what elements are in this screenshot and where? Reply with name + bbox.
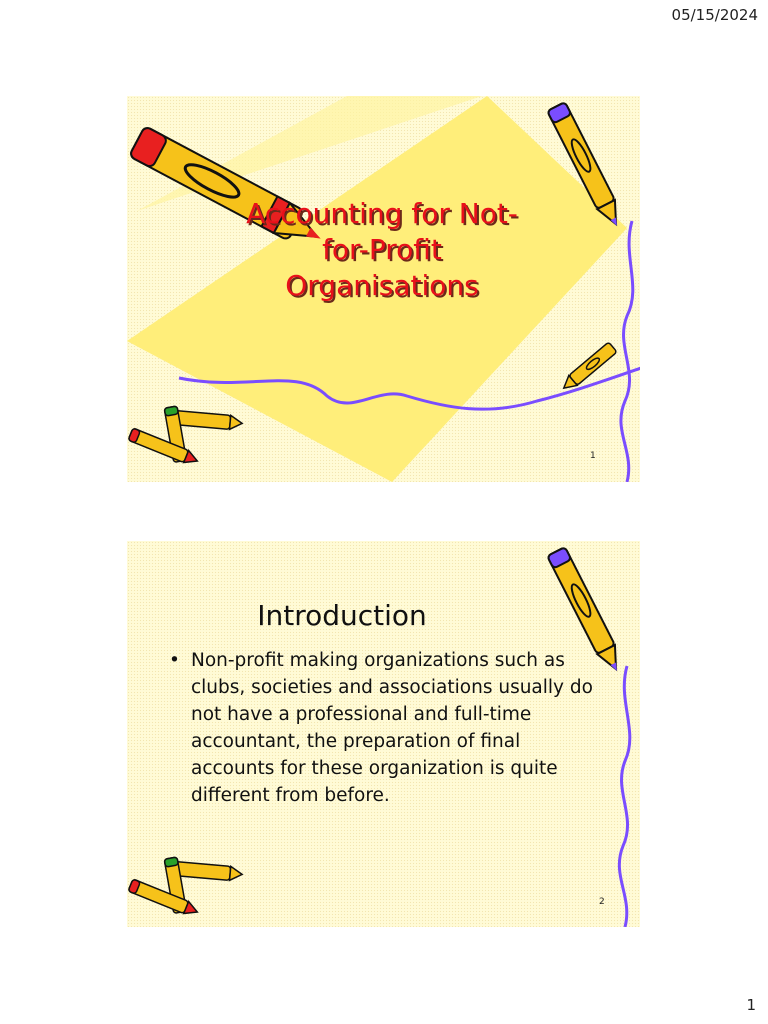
bullet-text: Non-profit making organizations such as clubs, societies and associations usually do not have a professional and full-time accountant, the preparation of final accounts for these organization is quite different from before. (191, 650, 593, 806)
slide-2 (127, 541, 640, 927)
bullet-icon: • (169, 650, 180, 671)
list-item (169, 647, 609, 809)
slide-2-title: Introduction (257, 599, 427, 632)
slide-1-number: 1 (590, 451, 596, 461)
crayon-pile-icon (128, 406, 243, 467)
purple-squiggle-right (621, 221, 633, 482)
page-number: 1 (746, 996, 756, 1014)
purple-squiggle-right (619, 666, 629, 927)
crayon-pile-icon (128, 857, 243, 918)
slide-2-bullet-list (169, 647, 609, 809)
slide-2-number: 2 (599, 897, 605, 907)
slide-1 (127, 96, 640, 482)
print-date: 05/15/2024 (671, 6, 758, 24)
slide-1-title: Accounting for Not- for-Profit Organisations (246, 197, 518, 302)
